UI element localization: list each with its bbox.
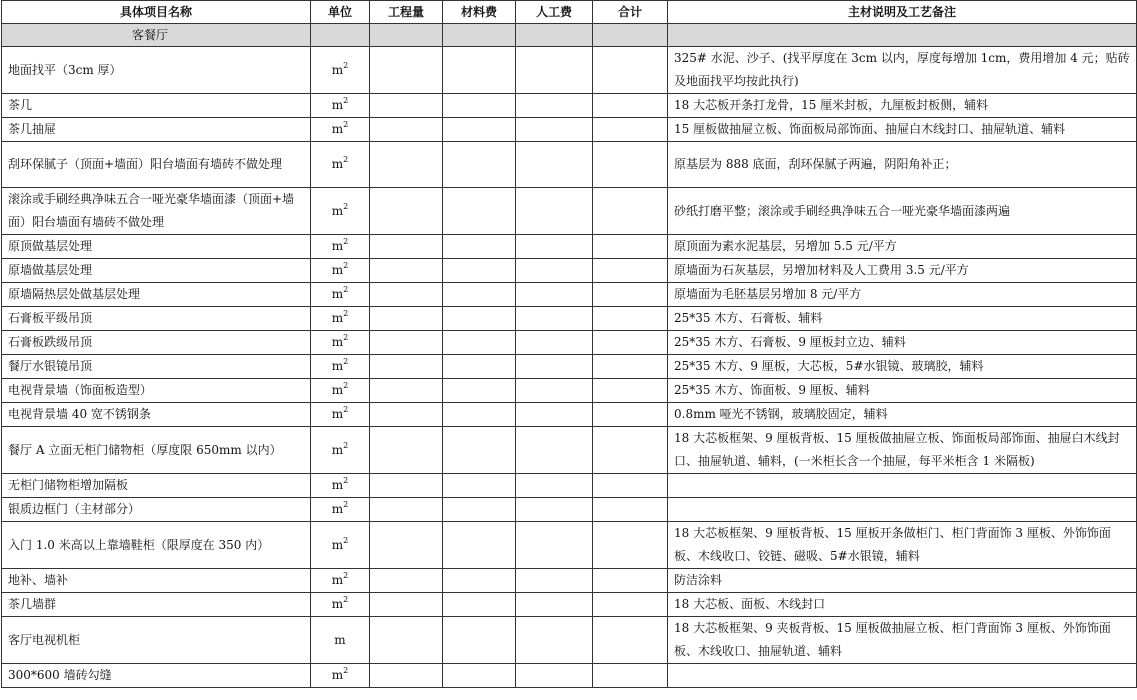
item-unit [311,331,370,355]
item-total [593,259,668,283]
item-total [593,664,668,688]
unit-exponent: 2 [343,201,349,211]
item-note: 325# 水泥、沙子、(找平厚度在 3cm 以内，厚度每增加 1cm，费用增加 4 元；贴砖及地面找平均按此执行) [668,47,1137,94]
table-row [2,47,1137,94]
item-total [593,47,668,94]
item-material-cost [443,94,516,118]
col-header-total: 合计 [593,1,668,24]
table-row [2,403,1137,427]
unit-exponent: 2 [343,535,349,545]
quotation-table [1,0,1137,688]
item-unit [311,47,370,94]
unit-text: m [331,203,344,218]
col-header-name: 具体项目名称 [2,1,311,24]
item-material-cost [443,283,516,307]
item-note: 18 大芯板框架、9 厘板背板、15 厘板做抽屉立板、饰面板局部饰面、抽屉白木线封口、抽屉轨道、辅料，(一米柜长含一个抽屉，每平米柜含 1 米隔板) [668,427,1137,474]
item-quantity [370,118,443,142]
item-material-cost [443,569,516,593]
item-unit [311,355,370,379]
item-material-cost [443,235,516,259]
table-row [2,617,1137,664]
item-quantity [370,427,443,474]
unit-exponent: 2 [343,357,349,366]
item-name: 茶几 [2,94,311,118]
item-name: 餐厅水银镜吊顶 [2,355,311,379]
item-total [593,617,668,664]
item-material-cost [443,307,516,331]
item-labor-cost [516,664,593,688]
table-row [2,355,1137,379]
table-row [2,118,1137,142]
cell-empty [370,24,443,47]
item-material-cost [443,331,516,355]
table-row [2,142,1137,188]
item-note: 25*35 木方、石膏板、辅料 [668,307,1137,331]
item-material-cost [443,427,516,474]
item-labor-cost [516,94,593,118]
table-row [2,94,1137,118]
item-name: 无柜门储物柜增加隔板 [2,474,311,498]
unit-exponent: 2 [343,261,349,270]
item-quantity [370,188,443,235]
item-material-cost [443,47,516,94]
col-header-notes: 主材说明及工艺备注 [668,1,1137,24]
unit-text: m [331,573,344,587]
item-name: 原墙隔热层处做基层处理 [2,283,311,307]
unit-text: m [331,383,344,397]
item-name: 滚涂或手刷经典净味五合一哑光豪华墙面漆（顶面+墙面）阳台墙面有墙砖不做处理 [2,188,311,235]
unit-exponent: 2 [343,155,349,164]
item-labor-cost [516,569,593,593]
item-total [593,498,668,522]
unit-text: m [331,157,344,171]
col-header-quantity: 工程量 [370,1,443,24]
item-material-cost [443,379,516,403]
unit-text: m [331,502,344,516]
item-name: 原墙做基层处理 [2,259,311,283]
item-labor-cost [516,427,593,474]
item-name: 石膏板跌级吊顶 [2,331,311,355]
item-note: 原墙面为毛胚基层另增加 8 元/平方 [668,283,1137,307]
unit-text: m [331,263,344,277]
item-unit [311,118,370,142]
item-unit [311,474,370,498]
item-name: 客厅电视机柜 [2,617,311,664]
item-unit [311,307,370,331]
item-name: 300*600 墙砖勾缝 [2,664,311,688]
unit-text: m [331,537,344,552]
unit-text: m [331,597,344,611]
unit-text: m [331,407,344,421]
item-unit [311,498,370,522]
item-quantity [370,403,443,427]
unit-exponent: 2 [343,476,349,485]
item-labor-cost [516,188,593,235]
item-name: 茶几抽屉 [2,118,311,142]
item-quantity [370,235,443,259]
item-name: 原顶做基层处理 [2,235,311,259]
col-header-unit: 单位 [311,1,370,24]
item-unit [311,569,370,593]
item-quantity [370,94,443,118]
item-labor-cost [516,283,593,307]
item-name: 餐厅 A 立面无柜门储物柜（厚度限 650mm 以内） [2,427,311,474]
unit-text: m [331,478,344,492]
unit-exponent: 2 [343,333,349,342]
item-quantity [370,569,443,593]
item-total [593,188,668,235]
table-row [2,522,1137,569]
item-labor-cost [516,47,593,94]
unit-text: m [331,98,344,112]
unit-exponent: 2 [343,571,349,580]
item-total [593,142,668,188]
table-row [2,307,1137,331]
item-total [593,118,668,142]
unit-exponent: 2 [343,120,349,129]
item-total [593,427,668,474]
item-quantity [370,307,443,331]
item-labor-cost [516,118,593,142]
item-note: 砂纸打磨平整；滚涂或手刷经典净味五合一哑光豪华墙面漆两遍 [668,188,1137,235]
table-row [2,188,1137,235]
item-quantity [370,664,443,688]
section-row [2,24,1137,47]
item-total [593,331,668,355]
item-note: 18 大芯板框架、9 厘板背板、15 厘板开条做柜门、柜门背面饰 3 厘板、外饰饰面板、木线收口、铰链、磁吸、5#水银镜，辅料 [668,522,1137,569]
item-name: 刮环保腻子（顶面+墙面）阳台墙面有墙砖不做处理 [2,142,311,188]
item-unit [311,664,370,688]
unit-text: m [331,335,344,349]
table-row [2,474,1137,498]
item-total [593,474,668,498]
item-labor-cost [516,522,593,569]
item-labor-cost [516,142,593,188]
col-header-labor-cost: 人工费 [516,1,593,24]
item-name: 入门 1.0 米高以上靠墙鞋柜（限厚度在 350 内） [2,522,311,569]
unit-exponent: 2 [343,405,349,414]
item-unit [311,593,370,617]
item-note [668,498,1137,522]
table-row [2,664,1137,688]
item-unit [311,235,370,259]
item-material-cost [443,593,516,617]
item-material-cost [443,355,516,379]
cell-empty [443,24,516,47]
item-note: 0.8mm 哑光不锈钢，玻璃胶固定，辅料 [668,403,1137,427]
item-quantity [370,593,443,617]
item-quantity [370,259,443,283]
unit-text: m [331,359,344,373]
item-labor-cost [516,474,593,498]
item-labor-cost [516,403,593,427]
item-note: 原墙面为石灰基层，另增加材料及人工费用 3.5 元/平方 [668,259,1137,283]
item-labor-cost [516,379,593,403]
table-row [2,283,1137,307]
unit-text: m [331,668,344,682]
item-note: 原顶面为素水泥基层，另增加 5.5 元/平方 [668,235,1137,259]
item-note: 25*35 木方、9 厘板，大芯板，5#水银镜、玻璃胶，辅料 [668,355,1137,379]
item-quantity [370,522,443,569]
unit-text: m [331,287,344,301]
item-material-cost [443,498,516,522]
item-material-cost [443,142,516,188]
item-total [593,307,668,331]
item-quantity [370,331,443,355]
unit-text: m [331,62,344,77]
table-row [2,593,1137,617]
item-name: 电视背景墙 40 宽不锈钢条 [2,403,311,427]
item-total [593,94,668,118]
table-row [2,498,1137,522]
item-name: 石膏板平级吊顶 [2,307,311,331]
item-quantity [370,283,443,307]
cell-empty [311,24,370,47]
item-quantity [370,498,443,522]
item-unit [311,617,370,664]
item-total [593,403,668,427]
item-labor-cost [516,331,593,355]
unit-exponent: 2 [343,500,349,509]
item-material-cost [443,259,516,283]
item-quantity [370,474,443,498]
table-row [2,427,1137,474]
item-material-cost [443,664,516,688]
item-quantity [370,142,443,188]
item-total [593,379,668,403]
item-name: 地补、墙补 [2,569,311,593]
unit-text: m [331,122,344,136]
unit-exponent: 2 [343,60,349,70]
section-name: 客餐厅 [2,24,311,47]
unit-text: m [331,311,344,325]
unit-exponent: 2 [343,309,349,318]
cell-empty [593,24,668,47]
item-unit [311,379,370,403]
item-unit [311,259,370,283]
unit-text: m [331,239,344,253]
item-note: 原基层为 888 底面，刮环保腻子两遍，阴阳角补正； [668,142,1137,188]
header-row [2,1,1137,24]
item-material-cost [443,403,516,427]
item-total [593,355,668,379]
item-quantity [370,617,443,664]
cell-empty [516,24,593,47]
item-note: 25*35 木方、饰面板、9 厘板、辅料 [668,379,1137,403]
item-quantity [370,355,443,379]
item-note [668,664,1137,688]
item-note: 15 厘板做抽屉立板、饰面板局部饰面、抽屉白木线封口、抽屉轨道、辅料 [668,118,1137,142]
item-labor-cost [516,498,593,522]
item-labor-cost [516,617,593,664]
unit-exponent: 2 [343,440,349,450]
item-note: 防洁涂料 [668,569,1137,593]
item-unit [311,522,370,569]
item-quantity [370,379,443,403]
item-labor-cost [516,355,593,379]
item-total [593,283,668,307]
unit-exponent: 2 [343,666,349,675]
table-body [2,47,1137,688]
table-row [2,569,1137,593]
item-note: 18 大芯板开条打龙骨，15 厘米封板，九厘板封板侧，辅料 [668,94,1137,118]
item-unit [311,403,370,427]
item-note: 18 大芯板框架、9 夹板背板、15 厘板做抽屉立板、柜门背面饰 3 厘板、外饰饰面板、木线收口、抽屉轨道、辅料 [668,617,1137,664]
unit-exponent: 2 [343,285,349,294]
item-material-cost [443,522,516,569]
item-labor-cost [516,259,593,283]
table-row [2,259,1137,283]
item-name: 银质边框门（主材部分） [2,498,311,522]
item-labor-cost [516,593,593,617]
item-total [593,593,668,617]
cell-empty [668,24,1137,47]
item-note: 25*35 木方、石膏板、9 厘板封立边、辅料 [668,331,1137,355]
item-note [668,474,1137,498]
item-unit [311,142,370,188]
item-total [593,569,668,593]
item-labor-cost [516,235,593,259]
item-labor-cost [516,307,593,331]
item-name: 茶几墙群 [2,593,311,617]
unit-exponent: 2 [343,237,349,246]
unit-exponent: 2 [343,595,349,604]
item-unit [311,188,370,235]
item-unit [311,427,370,474]
item-total [593,235,668,259]
item-name: 电视背景墙（饰面板造型） [2,379,311,403]
item-unit [311,283,370,307]
item-total [593,522,668,569]
table-row [2,379,1137,403]
table-row [2,235,1137,259]
table-row [2,331,1137,355]
unit-text: m [331,442,344,457]
item-material-cost [443,118,516,142]
item-material-cost [443,617,516,664]
item-unit [311,94,370,118]
item-note: 18 大芯板、面板、木线封口 [668,593,1137,617]
unit-exponent: 2 [343,96,349,105]
item-material-cost [443,474,516,498]
item-quantity [370,47,443,94]
col-header-material-cost: 材料费 [443,1,516,24]
unit-exponent: 2 [343,381,349,390]
item-name: 地面找平（3cm 厚） [2,47,311,94]
unit-text: m [334,632,346,647]
item-material-cost [443,188,516,235]
